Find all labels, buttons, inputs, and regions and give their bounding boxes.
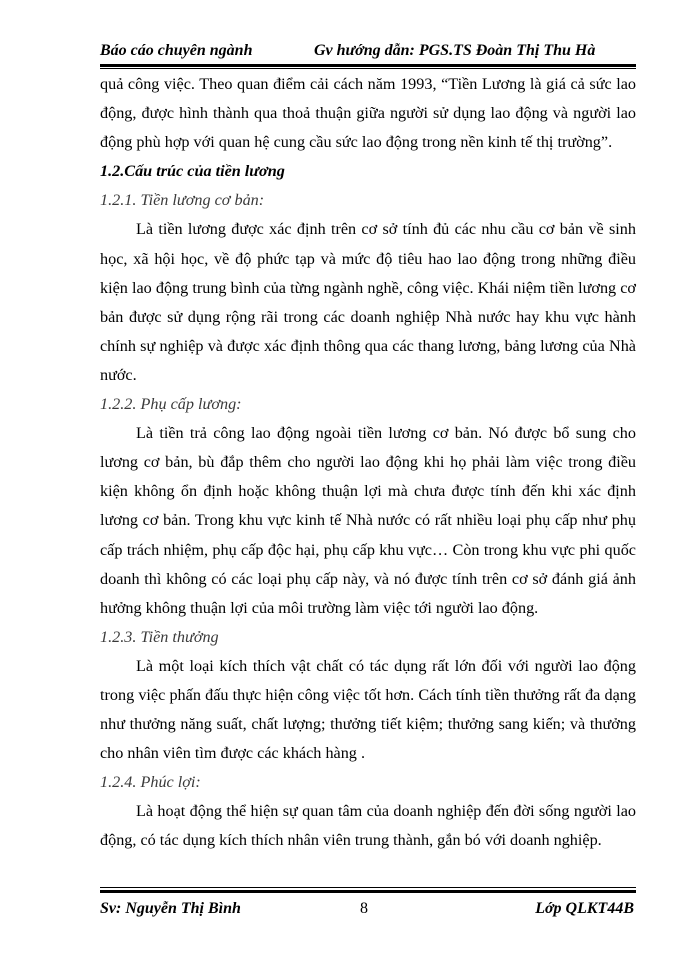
subsection-text-welfare: Là hoạt động thể hiện sự quan tâm của doanh nghiệp đến đời sống người lao động, có tác dụng kích thích nhân viên trung thành, gắn bó với doanh nghiệp. <box>100 802 636 850</box>
page-number: 8 <box>360 900 368 917</box>
subsection-title-allowance: 1.2.2. Phụ cấp lương: <box>100 395 242 414</box>
footer-student-name: Sv: Nguyễn Thị Bình <box>100 900 241 917</box>
page-content <box>100 70 636 856</box>
subsection-title-welfare: 1.2.4. Phúc lợi: <box>100 773 201 792</box>
header-rule-thick <box>100 64 636 67</box>
footer-rule-thin <box>100 887 636 888</box>
footer-class: Lớp QLKT44B <box>535 900 634 917</box>
footer-rule-thick <box>100 890 636 893</box>
header-report-title: Báo cáo chuyên ngành <box>100 42 253 59</box>
page-footer <box>100 900 636 922</box>
subsection-text-basic-salary: Là tiền lương được xác định trên cơ sở tính đủ các nhu cầu cơ bản về sinh học, xã hội học, về độ phức tạp và mức độ tiêu hao lao động trong những điều kiện lao động trung bình của từng ngành nghề, công việc. Khái niệm tiền lương cơ bản được sử dụng rộng rãi trong các doanh nghiệp Nhà nước hay khu vực hành chính sự nghiệp và được xác định thông qua các thang lương, bảng lương của Nhà nước. <box>100 220 636 384</box>
header-rule-thin <box>100 68 636 69</box>
subsection-title-basic-salary: 1.2.1. Tiền lương cơ bản: <box>100 191 265 210</box>
subsection-title-bonus: 1.2.3. Tiền thưởng <box>100 627 219 646</box>
intro-paragraph: quả công việc. Theo quan điểm cải cách năm 1993, “Tiền Lương là giá cả sức lao động, được hình thành qua thoả thuận giữa người sử dụng lao động và người lao động phù hợp với quan hệ cung cầu sức lao động trong nền kinh tế thị trường”. <box>100 75 636 152</box>
header-supervisor: Gv hướng dẫn: PGS.TS Đoàn Thị Thu Hà <box>314 42 596 59</box>
subsection-text-allowance: Là tiền trả công lao động ngoài tiền lương cơ bản. Nó được bổ sung cho lương cơ bản, bù đắp thêm cho người lao động khi họ phải làm việc trong điều kiện không ổn định hoặc không thuận lợi mà chưa được tính đến khi xác định lương cơ bản. Trong khu vực kinh tế Nhà nước có rất nhiều loại phụ cấp như phụ cấp trách nhiệm, phụ cấp độc hại, phụ cấp khu vực… Còn trong khu vực phi quốc doanh thì không có các loại phụ cấp này, và nó được tính trên cơ sở đánh giá ảnh hưởng không thuận lợi của môi trường làm việc tới người lao động. <box>100 424 636 617</box>
section-title: 1.2.Cấu trúc của tiền lương <box>100 162 285 181</box>
page-header <box>100 42 636 62</box>
subsection-text-bonus: Là một loại kích thích vật chất có tác dụng rất lớn đối với người lao động trong việc phấn đấu thực hiện công việc tốt hơn. Cách tính tiền thưởng rất đa dạng như thưởng năng suất, chất lượng; thưởng tiết kiệm; thưởng sang kiến; và thưởng cho nhân viên tìm được các khách hàng . <box>100 656 636 763</box>
